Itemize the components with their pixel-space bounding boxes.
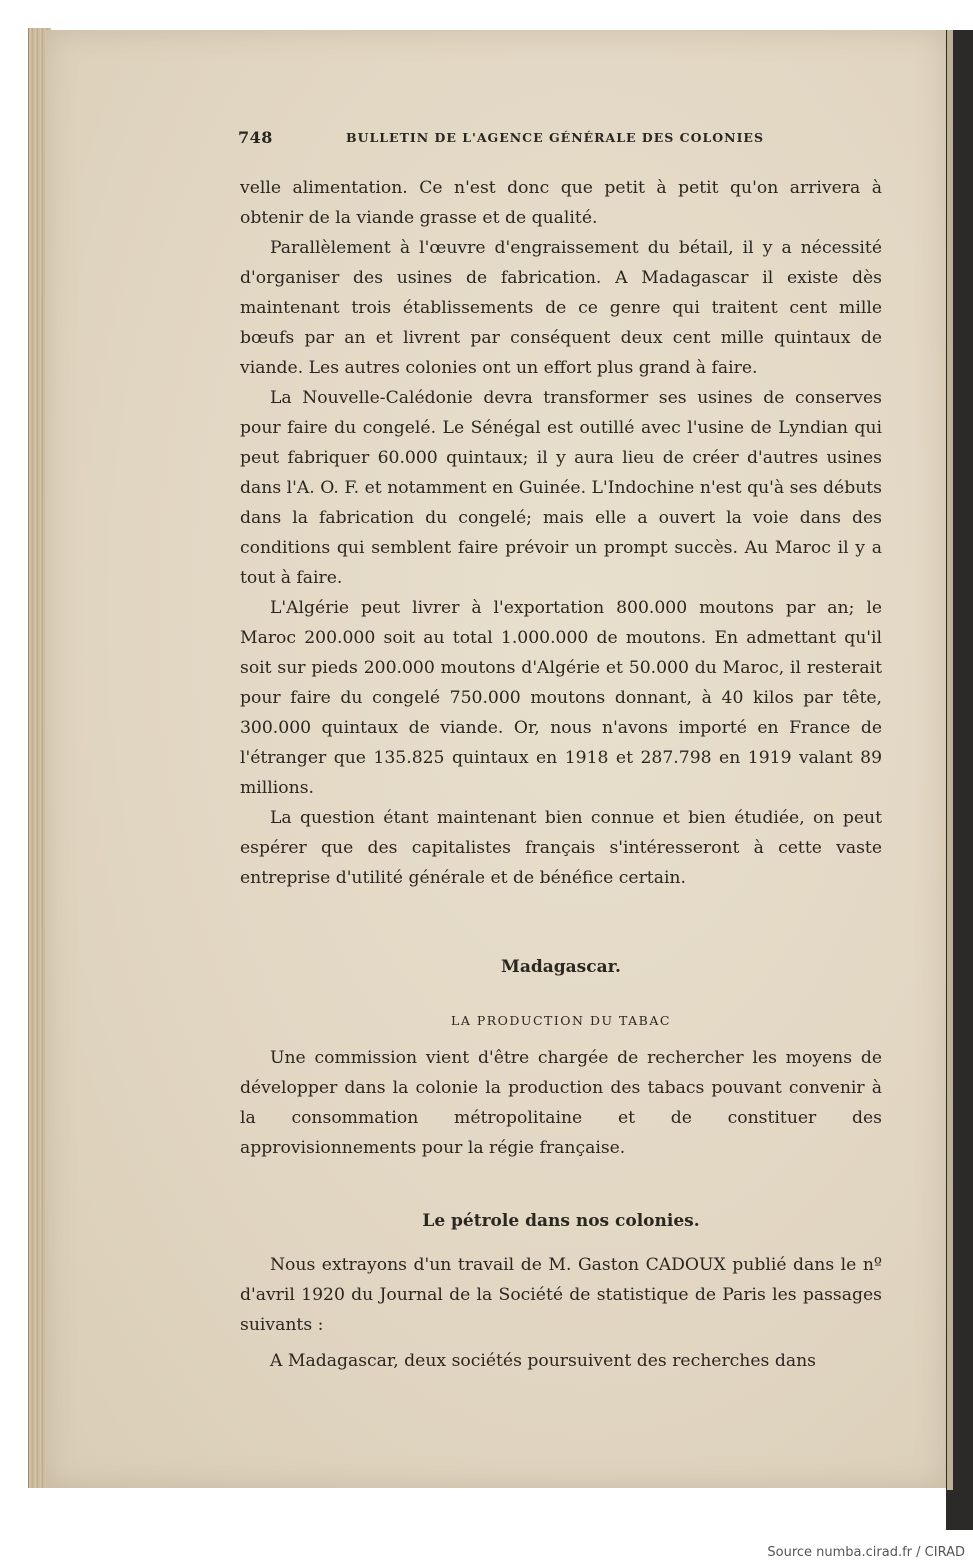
paragraph-tabac: Une commission vient d'être chargée de rechercher les moyens de développer dans la colonie la production des tabacs pouvant convenir à la consommation métropolitaine et de constituer des approvisionnements pour la régie française. bbox=[240, 1048, 882, 1158]
subheading-tabac: LA PRODUCTION DU TABAC bbox=[451, 1013, 671, 1028]
section-petrole-text bbox=[240, 1250, 882, 1376]
section-tabac-text bbox=[240, 1043, 882, 1163]
paragraph-colonies: La Nouvelle-Calédonie devra transformer ses usines de conserves pour faire du congelé. Le Sénégal est outillé avec l'usine de Lyndian qui peut fabriquer 60.000 quintaux; il y aura lieu de créer d'autres usines dans l'A. O. F. et notamment en Guinée. L'Indochine n'est qu'à ses débuts dans la fabrication du congelé; mais elle a ouvert la voie dans des conditions qui semblent faire prévoir un prompt succès. Au Maroc il y a tout à faire. bbox=[240, 388, 882, 588]
page-right-edge bbox=[947, 30, 953, 1490]
paragraph-algeria: L'Algérie peut livrer à l'exportation 800.000 moutons par an; le Maroc 200.000 soit au total 1.000.000 de moutons. En admettant qu'il soit sur pieds 200.000 moutons d'Algérie et 50.000 du Maroc, il resterait pour faire du congelé 750.000 moutons donnant, à 40 kilos par tête, 300.000 quintaux de viande. Or, nous n'avons importé en France de l'étranger que 135.825 quintaux en 1918 et 287.798 en 1919 valant 89 millions. bbox=[240, 598, 882, 798]
heading-petrole: Le pétrole dans nos colonies. bbox=[422, 1211, 700, 1231]
paragraph-factories: Parallèlement à l'œuvre d'engraissement du bétail, il y a nécessité d'organiser des usines de fabrication. A Madagascar il existe dès maintenant trois établissements de ce genre qui traitent cent mille bœufs par an et livrent par conséquent deux cent mille quintaux de viande. Les autres colonies ont un effort plus grand à faire. bbox=[240, 238, 882, 378]
page-number: 748 bbox=[238, 128, 273, 147]
paragraph-conclusion: La question étant maintenant bien connue et bien étudiée, on peut espérer que des capitalistes français s'intéresseront à cette vaste entreprise d'utilité générale et de bénéfice certain. bbox=[240, 808, 882, 888]
paragraph-continued: velle alimentation. Ce n'est donc que petit à petit qu'on arrivera à obtenir de la viande grasse et de qualité. bbox=[240, 178, 882, 228]
section-meat-text bbox=[240, 173, 882, 893]
paragraph-madagascar-petrol: A Madagascar, deux sociétés poursuivent des recherches dans bbox=[270, 1351, 816, 1371]
heading-madagascar: Madagascar. bbox=[501, 957, 621, 977]
source-credit: Source numba.cirad.fr / CIRAD bbox=[767, 1545, 965, 1560]
running-title: BULLETIN DE L'AGENCE GÉNÉRALE DES COLONIES bbox=[346, 130, 764, 145]
paragraph-extract: Nous extrayons d'un travail de M. Gaston CADOUX publié dans le nº d'avril 1920 du Journal de la Société de statistique de Paris les passages suivants : bbox=[240, 1255, 882, 1335]
